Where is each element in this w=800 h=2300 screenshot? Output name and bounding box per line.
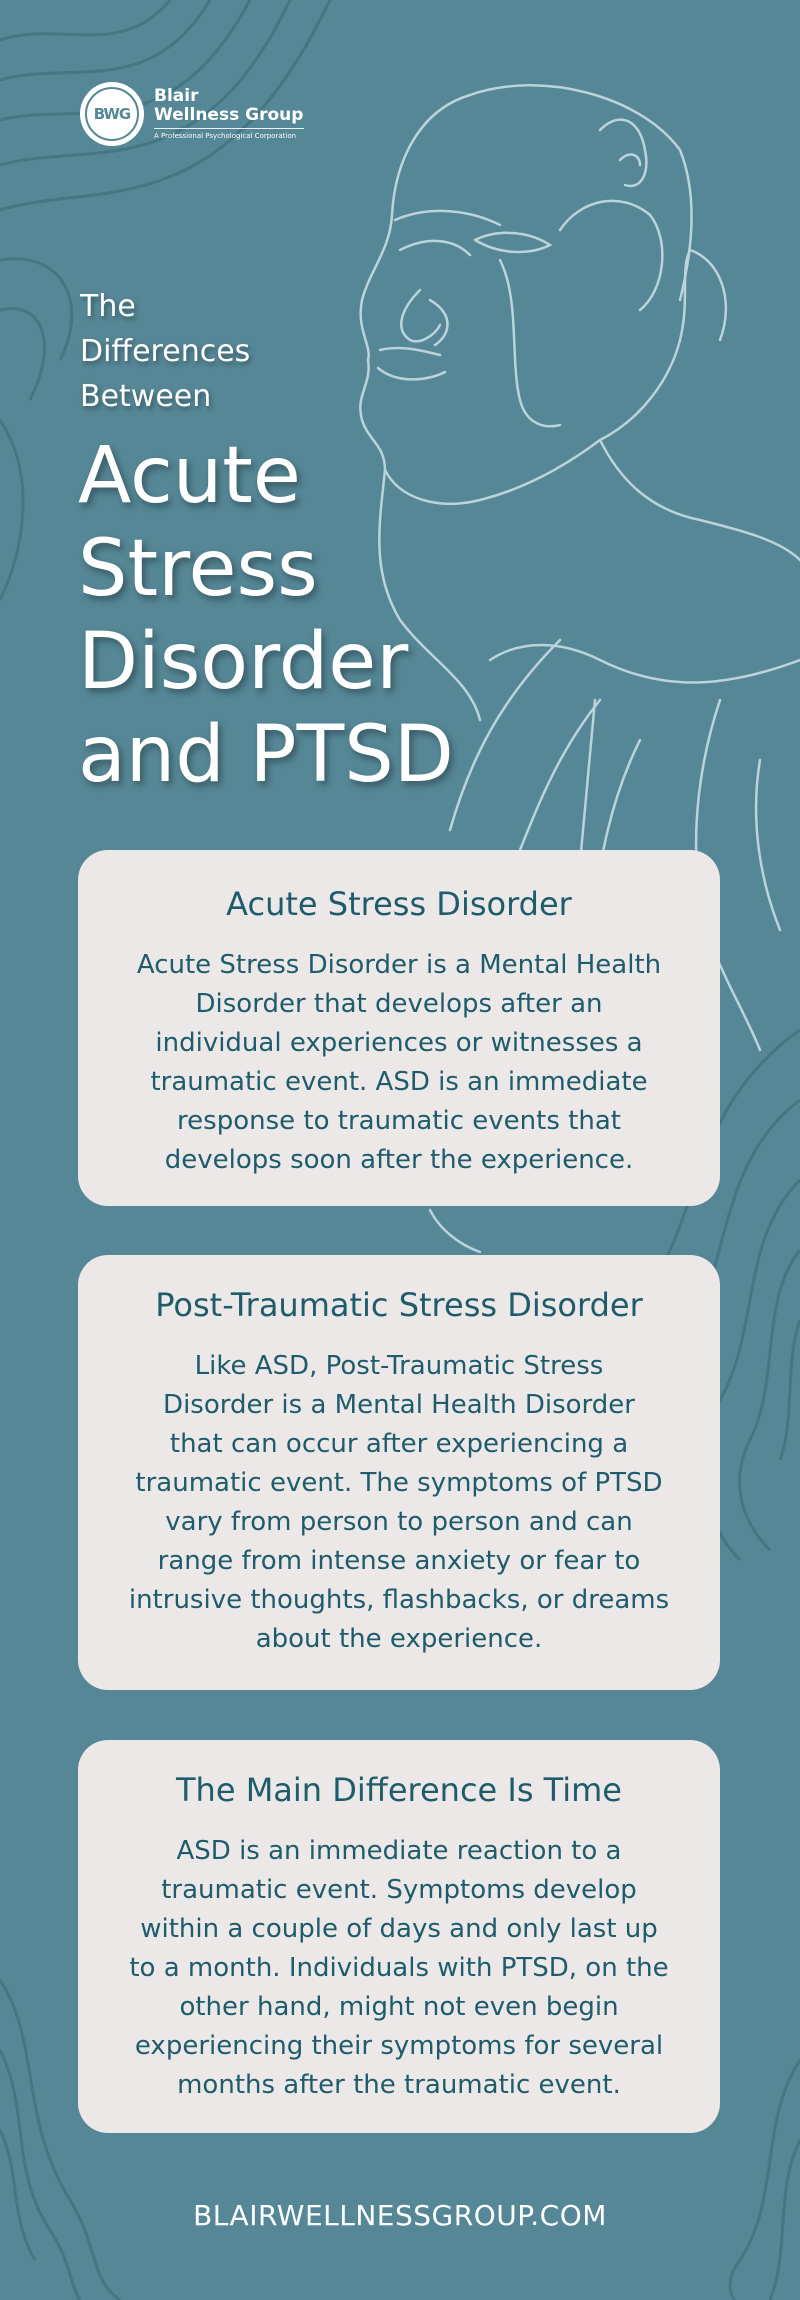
logo-initials: BWG xyxy=(85,87,139,141)
card-body-line: within a couple of days and only last up xyxy=(140,1914,658,1944)
brand-name-line2: Wellness Group xyxy=(154,105,304,125)
card-body xyxy=(122,1832,676,2105)
page-title-line: Acute xyxy=(78,431,301,521)
card-body-line: Acute Stress Disorder is a Mental Health xyxy=(136,950,662,980)
bwg-monogram-icon xyxy=(80,82,144,146)
card-body-line: to a month. Individuals with PTSD, on the xyxy=(129,1953,669,1983)
card-heading: Post-Traumatic Stress Disorder xyxy=(155,1286,643,1324)
card-body xyxy=(122,1347,676,1659)
card-body-line: Like ASD, Post-Traumatic Stress xyxy=(194,1351,604,1381)
page-title-line: Disorder xyxy=(78,617,409,707)
card-acute-stress-disorder xyxy=(78,850,720,1206)
card-body-line: about the experience. xyxy=(255,1624,543,1654)
card-body-line: traumatic event. The symptoms of PTSD xyxy=(135,1468,663,1498)
brand-wordmark xyxy=(154,87,304,141)
card-body-line: Disorder that develops after an xyxy=(195,989,603,1019)
card-body-line: traumatic event. Symptoms develop xyxy=(161,1875,637,1905)
card-body-line: that can occur after experiencing a xyxy=(169,1429,629,1459)
card-heading: The Main Difference Is Time xyxy=(176,1771,622,1809)
card-body-line: Disorder is a Mental Health Disorder xyxy=(163,1390,635,1420)
card-post-traumatic-stress-disorder xyxy=(78,1255,720,1690)
card-body-line: individual experiences or witnesses a xyxy=(155,1028,643,1058)
page-title xyxy=(78,430,454,802)
title-intro-line: Between xyxy=(80,379,212,414)
page-title-line: and PTSD xyxy=(78,710,454,800)
card-heading: Acute Stress Disorder xyxy=(226,885,572,923)
title-intro-line: Differences xyxy=(80,334,251,369)
website-url: BLAIRWELLNESSGROUP.COM xyxy=(193,2199,607,2232)
card-body-line: vary from person to person and can xyxy=(165,1507,633,1537)
card-body-line: experiencing their symptoms for several xyxy=(134,2031,664,2061)
card-body xyxy=(122,946,676,1180)
brand-name-line1: Blair xyxy=(154,86,199,106)
title-intro xyxy=(80,284,250,419)
page-title-line: Stress xyxy=(78,524,318,614)
card-body-line: ASD is an immediate reaction to a xyxy=(176,1836,622,1866)
card-body-line: response to traumatic events that xyxy=(177,1106,621,1136)
card-body-line: months after the traumatic event. xyxy=(177,2070,621,2100)
card-body-line: traumatic event. ASD is an immediate xyxy=(150,1067,648,1097)
card-body-line: intrusive thoughts, flashbacks, or dreams xyxy=(128,1585,670,1615)
brand-divider xyxy=(154,128,304,129)
card-main-difference xyxy=(78,1740,720,2133)
brand-tagline: A Professional Psychological Corporation xyxy=(154,132,297,140)
card-body-line: other hand, might not even begin xyxy=(179,1992,619,2022)
card-body-line: develops soon after the experience. xyxy=(164,1145,634,1175)
title-intro-line: The xyxy=(80,289,136,324)
brand-logo xyxy=(80,82,304,146)
card-body-line: range from intense anxiety or fear to xyxy=(157,1546,641,1576)
